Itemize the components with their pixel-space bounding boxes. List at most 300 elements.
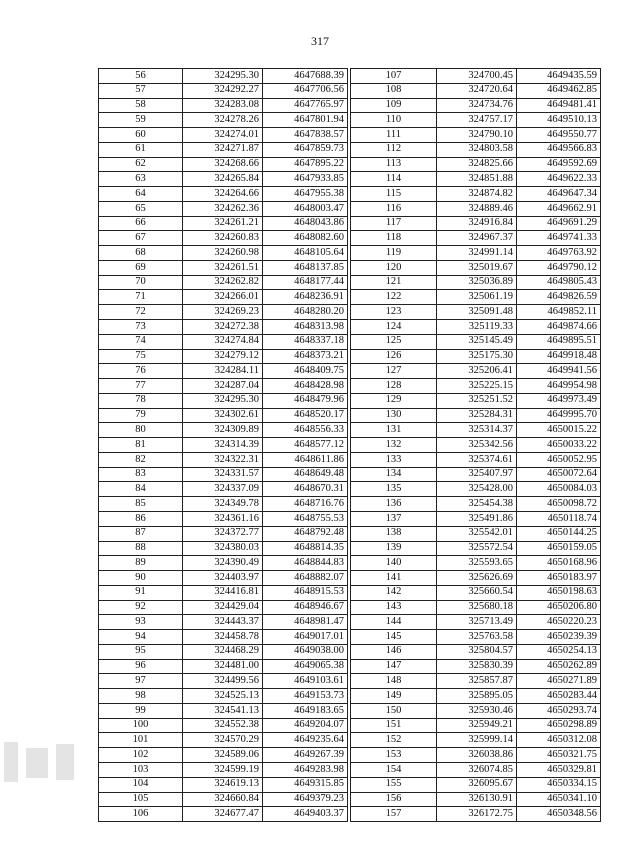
point-number-cell: 88: [99, 541, 183, 556]
table-row: [99, 246, 348, 261]
table-row: [351, 452, 601, 467]
point-number-cell: 145: [351, 630, 437, 645]
y-coordinate-cell: 4648670.31: [263, 482, 348, 497]
x-coordinate-cell: 324677.47: [183, 807, 263, 822]
x-coordinate-cell: 325895.05: [437, 689, 517, 704]
x-coordinate-cell: 324260.98: [183, 246, 263, 261]
table-row: [351, 497, 601, 512]
x-coordinate-cell: 324851.88: [437, 172, 517, 187]
y-coordinate-cell: 4649805.43: [517, 275, 601, 290]
point-number-cell: 67: [99, 231, 183, 246]
point-number-cell: 127: [351, 364, 437, 379]
table-row: [351, 807, 601, 822]
table-row: [99, 467, 348, 482]
y-coordinate-cell: 4649895.51: [517, 334, 601, 349]
y-coordinate-cell: 4650298.89: [517, 718, 601, 733]
point-number-cell: 65: [99, 201, 183, 216]
y-coordinate-cell: 4648373.21: [263, 349, 348, 364]
x-coordinate-cell: 325763.58: [437, 630, 517, 645]
table-row: [351, 275, 601, 290]
point-number-cell: 74: [99, 334, 183, 349]
table-row: [99, 172, 348, 187]
point-number-cell: 155: [351, 777, 437, 792]
y-coordinate-cell: 4648520.17: [263, 408, 348, 423]
point-number-cell: 144: [351, 615, 437, 630]
point-number-cell: 106: [99, 807, 183, 822]
y-coordinate-cell: 4647688.39: [263, 69, 348, 84]
y-coordinate-cell: 4648981.47: [263, 615, 348, 630]
y-coordinate-cell: 4647955.38: [263, 187, 348, 202]
point-number-cell: 81: [99, 438, 183, 453]
x-coordinate-cell: 324269.23: [183, 305, 263, 320]
table-row: [99, 615, 348, 630]
x-coordinate-cell: 324287.04: [183, 379, 263, 394]
y-coordinate-cell: 4648792.48: [263, 526, 348, 541]
x-coordinate-cell: 324260.83: [183, 231, 263, 246]
table-row: [99, 482, 348, 497]
table-row: [351, 320, 601, 335]
point-number-cell: 138: [351, 526, 437, 541]
y-coordinate-cell: 4648177.44: [263, 275, 348, 290]
x-coordinate-cell: 325061.19: [437, 290, 517, 305]
y-coordinate-cell: 4650144.25: [517, 526, 601, 541]
table-row: [99, 452, 348, 467]
x-coordinate-cell: 324825.66: [437, 157, 517, 172]
y-coordinate-cell: 4649283.98: [263, 762, 348, 777]
table-row: [351, 703, 601, 718]
x-coordinate-cell: 326130.91: [437, 792, 517, 807]
x-coordinate-cell: 324481.00: [183, 659, 263, 674]
table-row: [99, 792, 348, 807]
y-coordinate-cell: 4649566.83: [517, 142, 601, 157]
point-number-cell: 94: [99, 630, 183, 645]
x-coordinate-cell: 324525.13: [183, 689, 263, 704]
x-coordinate-cell: 324274.84: [183, 334, 263, 349]
table-row: [351, 777, 601, 792]
point-number-cell: 75: [99, 349, 183, 364]
point-number-cell: 101: [99, 733, 183, 748]
point-number-cell: 153: [351, 748, 437, 763]
y-coordinate-cell: 4650098.72: [517, 497, 601, 512]
coordinates-table-right-body: [351, 69, 601, 822]
x-coordinate-cell: 324967.37: [437, 231, 517, 246]
point-number-cell: 97: [99, 674, 183, 689]
y-coordinate-cell: 4648280.20: [263, 305, 348, 320]
y-coordinate-cell: 4650220.23: [517, 615, 601, 630]
point-number-cell: 140: [351, 556, 437, 571]
x-coordinate-cell: 325626.69: [437, 571, 517, 586]
table-row: [99, 511, 348, 526]
y-coordinate-cell: 4649038.00: [263, 644, 348, 659]
y-coordinate-cell: 4649315.85: [263, 777, 348, 792]
point-number-cell: 125: [351, 334, 437, 349]
x-coordinate-cell: 324552.38: [183, 718, 263, 733]
point-number-cell: 57: [99, 83, 183, 98]
x-coordinate-cell: 325454.38: [437, 497, 517, 512]
y-coordinate-cell: 4647895.22: [263, 157, 348, 172]
x-coordinate-cell: 325407.97: [437, 467, 517, 482]
x-coordinate-cell: 324261.21: [183, 216, 263, 231]
table-row: [99, 541, 348, 556]
coordinates-table-left: [98, 68, 348, 822]
table-row: [351, 438, 601, 453]
point-number-cell: 84: [99, 482, 183, 497]
x-coordinate-cell: 324390.49: [183, 556, 263, 571]
table-row: [99, 320, 348, 335]
x-coordinate-cell: 325428.00: [437, 482, 517, 497]
x-coordinate-cell: 324309.89: [183, 423, 263, 438]
y-coordinate-cell: 4649592.69: [517, 157, 601, 172]
x-coordinate-cell: 324295.30: [183, 69, 263, 84]
point-number-cell: 130: [351, 408, 437, 423]
y-coordinate-cell: 4650329.81: [517, 762, 601, 777]
x-coordinate-cell: 326038.86: [437, 748, 517, 763]
x-coordinate-cell: 324403.97: [183, 571, 263, 586]
coordinates-table-left-body: [99, 69, 348, 822]
x-coordinate-cell: 325119.33: [437, 320, 517, 335]
point-number-cell: 60: [99, 128, 183, 143]
y-coordinate-cell: 4649435.59: [517, 69, 601, 84]
y-coordinate-cell: 4649973.49: [517, 393, 601, 408]
x-coordinate-cell: 324734.76: [437, 98, 517, 113]
x-coordinate-cell: 324274.01: [183, 128, 263, 143]
table-row: [99, 423, 348, 438]
x-coordinate-cell: 324265.84: [183, 172, 263, 187]
point-number-cell: 137: [351, 511, 437, 526]
table-row: [351, 231, 601, 246]
point-number-cell: 100: [99, 718, 183, 733]
x-coordinate-cell: 324700.45: [437, 69, 517, 84]
table-row: [99, 703, 348, 718]
x-coordinate-cell: 325314.37: [437, 423, 517, 438]
y-coordinate-cell: 4649852.11: [517, 305, 601, 320]
x-coordinate-cell: 324271.87: [183, 142, 263, 157]
table-row: [351, 733, 601, 748]
x-coordinate-cell: 324991.14: [437, 246, 517, 261]
point-number-cell: 129: [351, 393, 437, 408]
table-row: [351, 659, 601, 674]
y-coordinate-cell: 4649741.33: [517, 231, 601, 246]
point-number-cell: 116: [351, 201, 437, 216]
point-number-cell: 134: [351, 467, 437, 482]
x-coordinate-cell: 324570.29: [183, 733, 263, 748]
table-row: [351, 585, 601, 600]
point-number-cell: 78: [99, 393, 183, 408]
y-coordinate-cell: 4650348.56: [517, 807, 601, 822]
y-coordinate-cell: 4649647.34: [517, 187, 601, 202]
point-number-cell: 70: [99, 275, 183, 290]
x-coordinate-cell: 325225.15: [437, 379, 517, 394]
y-coordinate-cell: 4648313.98: [263, 320, 348, 335]
table-row: [99, 83, 348, 98]
table-row: [99, 718, 348, 733]
table-row: [99, 364, 348, 379]
point-number-cell: 150: [351, 703, 437, 718]
point-number-cell: 117: [351, 216, 437, 231]
y-coordinate-cell: 4648479.96: [263, 393, 348, 408]
table-row: [351, 246, 601, 261]
point-number-cell: 64: [99, 187, 183, 202]
table-row: [99, 526, 348, 541]
x-coordinate-cell: 325593.65: [437, 556, 517, 571]
y-coordinate-cell: 4648556.33: [263, 423, 348, 438]
table-row: [99, 69, 348, 84]
y-coordinate-cell: 4649403.37: [263, 807, 348, 822]
x-coordinate-cell: 324541.13: [183, 703, 263, 718]
y-coordinate-cell: 4649510.13: [517, 113, 601, 128]
table-row: [351, 379, 601, 394]
y-coordinate-cell: 4650118.74: [517, 511, 601, 526]
x-coordinate-cell: 325804.57: [437, 644, 517, 659]
x-coordinate-cell: 326172.75: [437, 807, 517, 822]
y-coordinate-cell: 4649662.91: [517, 201, 601, 216]
point-number-cell: 126: [351, 349, 437, 364]
y-coordinate-cell: 4649995.70: [517, 408, 601, 423]
x-coordinate-cell: 324790.10: [437, 128, 517, 143]
point-number-cell: 77: [99, 379, 183, 394]
y-coordinate-cell: 4650206.80: [517, 600, 601, 615]
table-row: [351, 113, 601, 128]
x-coordinate-cell: 325175.30: [437, 349, 517, 364]
y-coordinate-cell: 4650293.74: [517, 703, 601, 718]
point-number-cell: 143: [351, 600, 437, 615]
point-number-cell: 91: [99, 585, 183, 600]
y-coordinate-cell: 4649183.65: [263, 703, 348, 718]
x-coordinate-cell: 325660.54: [437, 585, 517, 600]
x-coordinate-cell: 325251.52: [437, 393, 517, 408]
table-row: [99, 689, 348, 704]
y-coordinate-cell: 4650159.05: [517, 541, 601, 556]
x-coordinate-cell: 324314.39: [183, 438, 263, 453]
x-coordinate-cell: 324380.03: [183, 541, 263, 556]
x-coordinate-cell: 325491.86: [437, 511, 517, 526]
x-coordinate-cell: 325206.41: [437, 364, 517, 379]
point-number-cell: 93: [99, 615, 183, 630]
table-row: [351, 762, 601, 777]
y-coordinate-cell: 4648844.83: [263, 556, 348, 571]
x-coordinate-cell: 324262.36: [183, 201, 263, 216]
y-coordinate-cell: 4650033.22: [517, 438, 601, 453]
x-coordinate-cell: 324295.30: [183, 393, 263, 408]
y-coordinate-cell: 4649790.12: [517, 260, 601, 275]
point-number-cell: 114: [351, 172, 437, 187]
table-row: [351, 364, 601, 379]
table-row: [99, 748, 348, 763]
point-number-cell: 124: [351, 320, 437, 335]
table-row: [351, 644, 601, 659]
point-number-cell: 132: [351, 438, 437, 453]
x-coordinate-cell: 324279.12: [183, 349, 263, 364]
x-coordinate-cell: 324889.46: [437, 201, 517, 216]
x-coordinate-cell: 326074.85: [437, 762, 517, 777]
point-number-cell: 62: [99, 157, 183, 172]
x-coordinate-cell: 324660.84: [183, 792, 263, 807]
y-coordinate-cell: 4650341.10: [517, 792, 601, 807]
y-coordinate-cell: 4649153.73: [263, 689, 348, 704]
point-number-cell: 122: [351, 290, 437, 305]
x-coordinate-cell: 325284.31: [437, 408, 517, 423]
point-number-cell: 113: [351, 157, 437, 172]
point-number-cell: 95: [99, 644, 183, 659]
x-coordinate-cell: 324283.08: [183, 98, 263, 113]
y-coordinate-cell: 4648814.35: [263, 541, 348, 556]
x-coordinate-cell: 325572.54: [437, 541, 517, 556]
y-coordinate-cell: 4648105.64: [263, 246, 348, 261]
point-number-cell: 68: [99, 246, 183, 261]
x-coordinate-cell: 325680.18: [437, 600, 517, 615]
y-coordinate-cell: 4648409.75: [263, 364, 348, 379]
y-coordinate-cell: 4648137.85: [263, 260, 348, 275]
y-coordinate-cell: 4650271.89: [517, 674, 601, 689]
table-row: [351, 142, 601, 157]
table-row: [351, 792, 601, 807]
x-coordinate-cell: 324268.66: [183, 157, 263, 172]
x-coordinate-cell: 324361.16: [183, 511, 263, 526]
point-number-cell: 133: [351, 452, 437, 467]
table-row: [351, 187, 601, 202]
point-number-cell: 89: [99, 556, 183, 571]
x-coordinate-cell: 324589.06: [183, 748, 263, 763]
point-number-cell: 119: [351, 246, 437, 261]
y-coordinate-cell: 4650015.22: [517, 423, 601, 438]
y-coordinate-cell: 4649462.85: [517, 83, 601, 98]
point-number-cell: 92: [99, 600, 183, 615]
y-coordinate-cell: 4649267.39: [263, 748, 348, 763]
x-coordinate-cell: 324331.57: [183, 467, 263, 482]
point-number-cell: 107: [351, 69, 437, 84]
x-coordinate-cell: 324349.78: [183, 497, 263, 512]
x-coordinate-cell: 324619.13: [183, 777, 263, 792]
point-number-cell: 87: [99, 526, 183, 541]
point-number-cell: 90: [99, 571, 183, 586]
x-coordinate-cell: 324757.17: [437, 113, 517, 128]
table-row: [351, 393, 601, 408]
table-row: [99, 807, 348, 822]
x-coordinate-cell: 324272.38: [183, 320, 263, 335]
point-number-cell: 82: [99, 452, 183, 467]
y-coordinate-cell: 4649691.29: [517, 216, 601, 231]
point-number-cell: 135: [351, 482, 437, 497]
x-coordinate-cell: 325713.49: [437, 615, 517, 630]
table-row: [99, 231, 348, 246]
point-number-cell: 72: [99, 305, 183, 320]
table-row: [351, 305, 601, 320]
table-row: [99, 644, 348, 659]
y-coordinate-cell: 4648716.76: [263, 497, 348, 512]
x-coordinate-cell: 325949.21: [437, 718, 517, 733]
table-row: [99, 187, 348, 202]
y-coordinate-cell: 4648577.12: [263, 438, 348, 453]
table-row: [99, 128, 348, 143]
y-coordinate-cell: 4648428.98: [263, 379, 348, 394]
point-number-cell: 98: [99, 689, 183, 704]
table-row: [351, 689, 601, 704]
point-number-cell: 61: [99, 142, 183, 157]
y-coordinate-cell: 4649826.59: [517, 290, 601, 305]
table-row: [99, 113, 348, 128]
point-number-cell: 86: [99, 511, 183, 526]
table-row: [351, 128, 601, 143]
x-coordinate-cell: 324916.84: [437, 216, 517, 231]
x-coordinate-cell: 324803.58: [437, 142, 517, 157]
table-row: [351, 408, 601, 423]
y-coordinate-cell: 4649103.61: [263, 674, 348, 689]
point-number-cell: 108: [351, 83, 437, 98]
x-coordinate-cell: 325019.67: [437, 260, 517, 275]
table-row: [99, 275, 348, 290]
point-number-cell: 85: [99, 497, 183, 512]
table-row: [99, 216, 348, 231]
y-coordinate-cell: 4650084.03: [517, 482, 601, 497]
point-number-cell: 66: [99, 216, 183, 231]
table-row: [351, 172, 601, 187]
point-number-cell: 58: [99, 98, 183, 113]
x-coordinate-cell: 324337.09: [183, 482, 263, 497]
scan-artifact: [26, 748, 48, 778]
x-coordinate-cell: 326095.67: [437, 777, 517, 792]
y-coordinate-cell: 4649874.66: [517, 320, 601, 335]
point-number-cell: 121: [351, 275, 437, 290]
x-coordinate-cell: 324599.19: [183, 762, 263, 777]
x-coordinate-cell: 324261.51: [183, 260, 263, 275]
point-number-cell: 111: [351, 128, 437, 143]
y-coordinate-cell: 4649235.64: [263, 733, 348, 748]
y-coordinate-cell: 4649065.38: [263, 659, 348, 674]
y-coordinate-cell: 4648946.67: [263, 600, 348, 615]
table-row: [351, 600, 601, 615]
y-coordinate-cell: 4650254.13: [517, 644, 601, 659]
point-number-cell: 139: [351, 541, 437, 556]
y-coordinate-cell: 4650312.08: [517, 733, 601, 748]
point-number-cell: 128: [351, 379, 437, 394]
table-row: [351, 201, 601, 216]
y-coordinate-cell: 4648882.07: [263, 571, 348, 586]
y-coordinate-cell: 4647838.57: [263, 128, 348, 143]
table-row: [99, 142, 348, 157]
x-coordinate-cell: 324322.31: [183, 452, 263, 467]
point-number-cell: 123: [351, 305, 437, 320]
table-row: [99, 733, 348, 748]
table-row: [99, 408, 348, 423]
table-row: [351, 216, 601, 231]
x-coordinate-cell: 325857.87: [437, 674, 517, 689]
x-coordinate-cell: 324416.81: [183, 585, 263, 600]
table-row: [351, 260, 601, 275]
point-number-cell: 105: [99, 792, 183, 807]
point-number-cell: 157: [351, 807, 437, 822]
y-coordinate-cell: 4650283.44: [517, 689, 601, 704]
y-coordinate-cell: 4647801.94: [263, 113, 348, 128]
y-coordinate-cell: 4649954.98: [517, 379, 601, 394]
y-coordinate-cell: 4647765.97: [263, 98, 348, 113]
table-row: [99, 393, 348, 408]
point-number-cell: 112: [351, 142, 437, 157]
y-coordinate-cell: 4650198.63: [517, 585, 601, 600]
page-number: 317: [311, 34, 329, 48]
table-row: [351, 482, 601, 497]
y-coordinate-cell: 4649622.33: [517, 172, 601, 187]
table-row: [99, 290, 348, 305]
table-row: [99, 762, 348, 777]
table-row: [99, 349, 348, 364]
point-number-cell: 83: [99, 467, 183, 482]
table-row: [351, 511, 601, 526]
y-coordinate-cell: 4648236.91: [263, 290, 348, 305]
table-row: [351, 157, 601, 172]
point-number-cell: 69: [99, 260, 183, 275]
table-row: [351, 674, 601, 689]
y-coordinate-cell: 4650183.97: [517, 571, 601, 586]
